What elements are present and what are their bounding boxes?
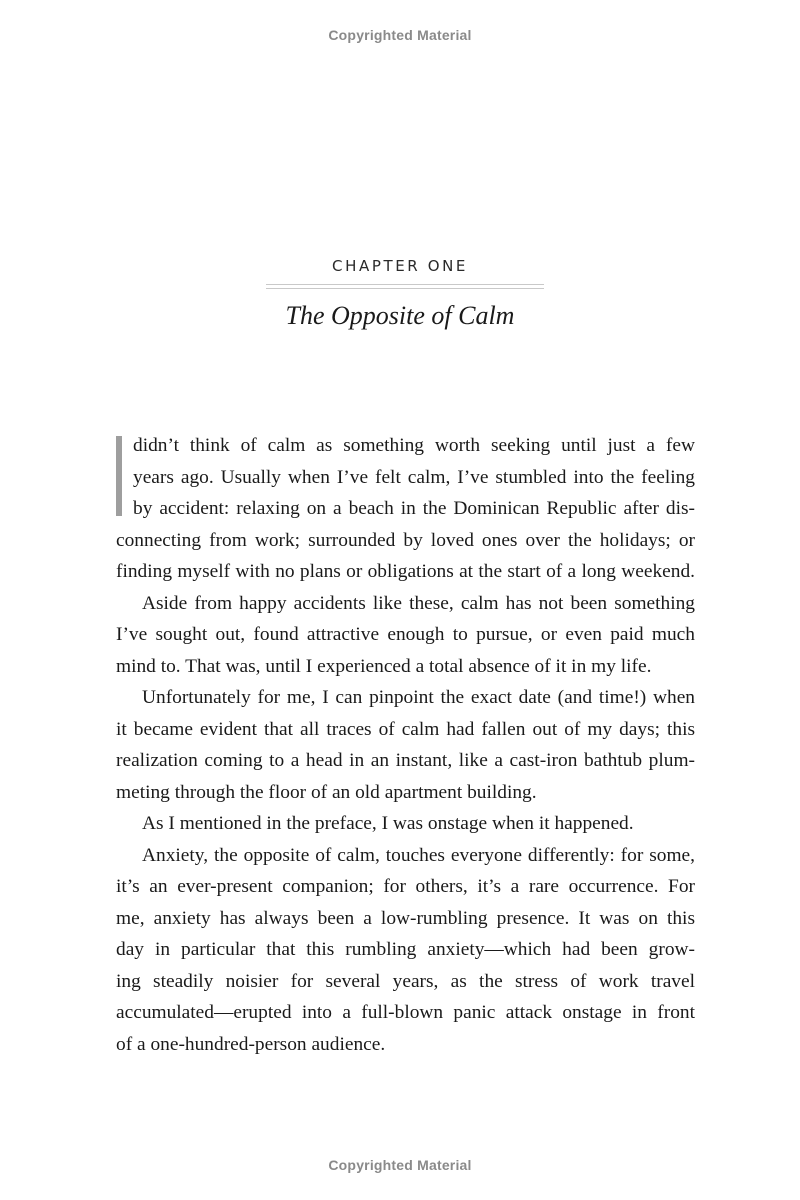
paragraph-5 [116,840,695,1061]
text-line: realization coming to a head in an instant, like a cast-iron bathtub plum- [116,750,695,771]
chapter-divider [266,284,544,289]
copyright-watermark-top: Copyrighted Material [328,27,472,43]
paragraph-1 [116,430,695,588]
text-line: of a one-hundred-person audience. [116,1033,386,1055]
text-line: mind to. That was, until I experienced a total absence of it in my life. [116,655,652,677]
text-line: As I mentioned in the preface, I was onstage when it happened. [142,813,634,834]
text-line: Anxiety, the opposite of calm, touches everyone differently: for some, [142,844,695,866]
body-text [116,430,695,1060]
text-line: it became evident that all traces of calm had fallen out of my days; this [116,718,695,740]
text-line: connecting from work; surrounded by loved ones over the holidays; or [116,529,695,551]
text-line: meting through the floor of an old apartment building. [116,781,537,803]
text-line: Aside from happy accidents like these, calm has not been something [142,592,695,614]
paragraph-2 [116,588,695,683]
chapter-label: CHAPTER ONE [332,257,468,275]
text-line: it’s an ever-present companion; for others, it’s a rare occurrence. For [116,876,695,897]
text-line: didn’t think of calm as something worth seeking until just a few [133,435,695,456]
text-line: years ago. Usually when I’ve felt calm, I’ve stumbled into the feeling [133,466,695,488]
paragraph-3 [116,682,695,808]
text-line: accumulated—erupted into a full-blown panic attack onstage in front [116,1002,695,1023]
paragraph-4 [116,808,695,840]
drop-cap-i [116,436,122,516]
text-line: Unfortunately for me, I can pinpoint the exact date (and time!) when [142,687,695,708]
text-line: day in particular that this rumbling anxiety—which had been grow- [116,939,695,960]
text-line: me, anxiety has always been a low-rumbling presence. It was on this [116,907,695,929]
text-line: I’ve sought out, found attractive enough to pursue, or even paid much [116,624,695,645]
text-line: finding myself with no plans or obligations at the start of a long weekend. [116,561,695,582]
chapter-title: The Opposite of Calm [285,301,515,330]
text-line: by accident: relaxing on a beach in the Dominican Republic after dis- [133,498,695,519]
copyright-watermark-bottom: Copyrighted Material [328,1157,472,1173]
text-line: ing steadily noisier for several years, as the stress of work travel [116,970,695,992]
